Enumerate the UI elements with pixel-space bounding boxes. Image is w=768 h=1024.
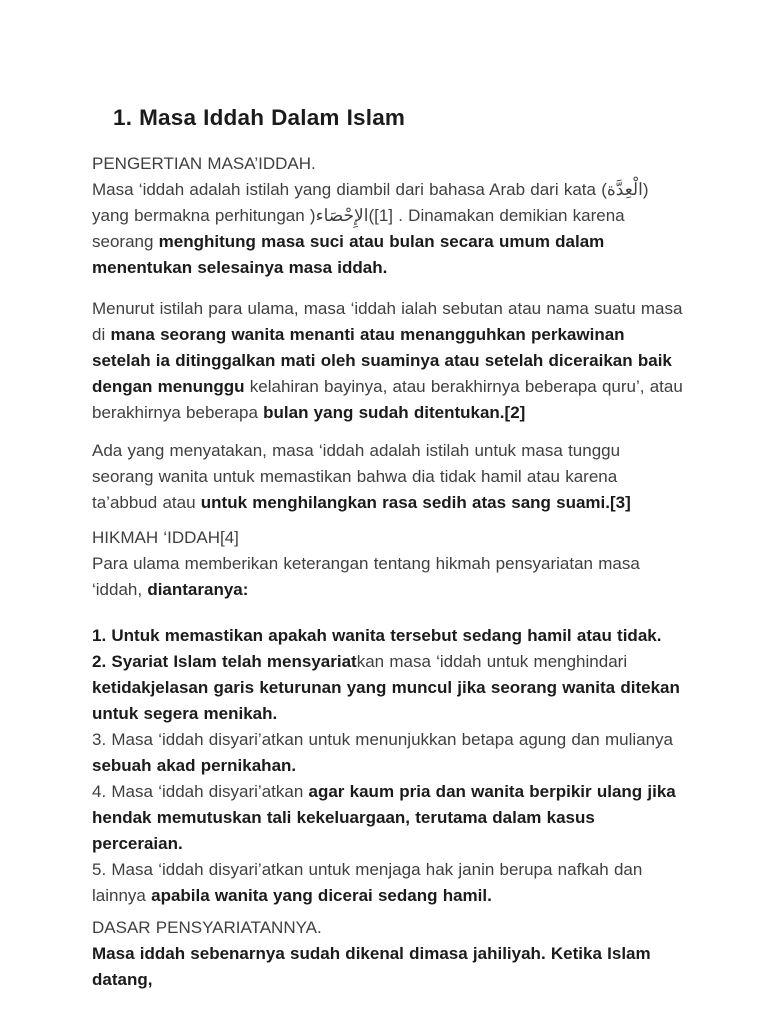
hikmah-item-2	[92, 649, 686, 727]
hikmah-item-3-text: 3. Masa ‘iddah disyari’atkan untuk menunjukkan betapa agung dan mulianya	[92, 730, 673, 749]
para-definition-2-text: Menurut istilah para ulama, masa ‘iddah ialah sebutan atau nama suatu masa di	[92, 299, 683, 344]
para-definition-3	[92, 438, 686, 516]
hikmah-item-4	[92, 779, 686, 857]
hikmah-item-1-text: 1. Untuk memastikan apakah wanita tersebut sedang hamil atau tidak.	[92, 626, 662, 645]
hikmah-item-1	[92, 623, 686, 649]
para-definition-3-text: untuk menghilangkan rasa sedih atas sang suami.[3]	[200, 493, 631, 512]
section-heading-dasar-text: DASAR PENSYARIATANNYA.	[92, 918, 322, 937]
hikmah-item-2-text: ketidakjelasan garis keturunan yang muncul jika seorang wanita ditekan untuk segera menikah.	[92, 678, 680, 723]
doc-title-text: 1. Masa Iddah Dalam Islam	[113, 105, 406, 130]
para-hikmah-intro	[92, 551, 686, 603]
para-definition-2-text: mana seorang wanita menanti atau menangguhkan perkawinan setelah ia ditinggalkan mati oleh suaminya atau setelah diceraikan baik dengan menunggu	[92, 325, 672, 396]
hikmah-item-5-text: 5. Masa ‘iddah disyari’atkan untuk menjaga hak janin berupa nafkah dan lainnya	[92, 860, 643, 905]
para-definition-3-text: Ada yang menyatakan, masa ‘iddah adalah istilah untuk masa tunggu seorang wanita untuk memastikan bahwa dia tidak hamil atau karena ta’abbud atau	[92, 441, 621, 512]
hikmah-item-3-text: sebuah akad pernikahan.	[92, 756, 297, 775]
section-heading-hikmah-text: HIKMAH ‘IDDAH[4]	[92, 528, 239, 547]
para-definition-2-text: bulan yang sudah ditentukan.[2]	[263, 403, 526, 422]
hikmah-item-4-text: agar kaum pria dan wanita berpikir ulang jika hendak memutuskan tali kekeluargaan, terutama dalam kasus perceraian.	[92, 782, 676, 853]
doc-title	[113, 104, 686, 131]
hikmah-item-2-text: 2. Syariat Islam telah mensyariat	[92, 652, 357, 671]
para-definition-1-text: menghitung masa suci atau bulan secara umum dalam menentukan selesainya masa iddah.	[92, 232, 605, 277]
section-heading-pengertian-text: PENGERTIAN MASA’IDDAH.	[92, 154, 316, 173]
section-heading-dasar	[92, 915, 686, 941]
hikmah-item-4-text: 4. Masa ‘iddah disyari’atkan	[92, 782, 309, 801]
para-dasar-1-text: Masa iddah sebenarnya sudah dikenal dimasa jahiliyah. Ketika Islam datang,	[92, 944, 651, 989]
para-hikmah-intro-text: diantaranya:	[147, 580, 249, 599]
hikmah-item-2-text: kan masa ‘iddah untuk menghindari	[356, 652, 628, 671]
para-hikmah-intro-text: Para ulama memberikan keterangan tentang hikmah pensyariatan masa ‘iddah,	[92, 554, 640, 599]
para-dasar-1	[92, 941, 686, 993]
hikmah-item-5-text: apabila wanita yang dicerai sedang hamil.	[151, 886, 492, 905]
hikmah-item-5	[92, 857, 686, 909]
section-heading-pengertian	[92, 151, 686, 177]
para-definition-1	[92, 177, 686, 281]
section-heading-hikmah	[92, 525, 686, 551]
para-definition-2-text: kelahiran bayinya, atau berakhirnya beberapa quru’, atau berakhirnya beberapa	[92, 377, 683, 422]
para-definition-1-text: Masa ‘iddah adalah istilah yang diambil dari bahasa Arab dari kata (الْعِدَّة) yang bermakna perhitungan )الإِحْصَاء‎([1] . Dinamakan demikian karena seorang	[92, 180, 649, 251]
document-content	[92, 104, 686, 993]
para-definition-2	[92, 296, 686, 426]
hikmah-item-3	[92, 727, 686, 779]
